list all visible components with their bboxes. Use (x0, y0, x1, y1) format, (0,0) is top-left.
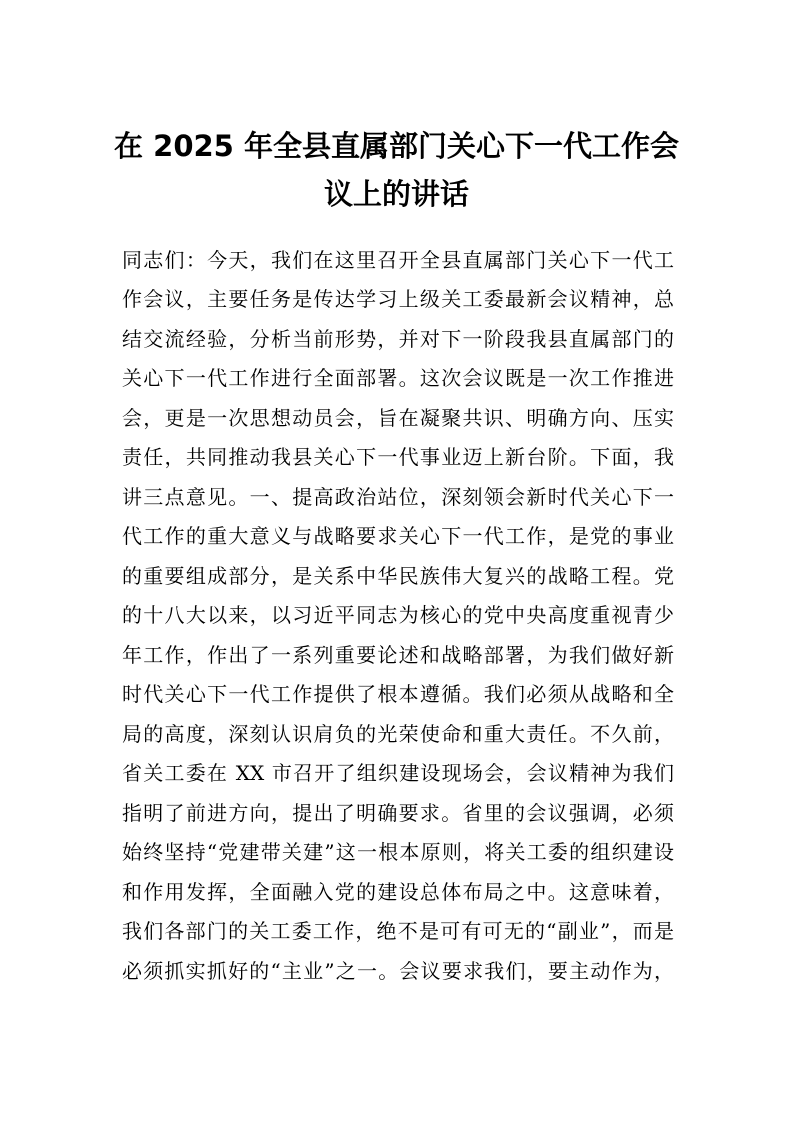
body-line-16: 始终坚持“党建带关建”这一根本原则，将关工委的组织建设 (122, 840, 674, 864)
body-line-2: 作会议，主要任务是传达学习上级关工委最新会议精神，总 (122, 287, 674, 311)
body-line-13: 局的高度，深刻认识肩负的光荣使命和重大责任。不久前， (122, 722, 674, 746)
body-line-5: 会，更是一次思想动员会，旨在凝聚共识、明确方向、压实 (122, 406, 674, 430)
body-line-17: 和作用发挥，全面融入党的建设总体布局之中。这意味着， (122, 880, 674, 904)
body-line-11: 年工作，作出了一系列重要论述和战略部署，为我们做好新 (122, 643, 674, 667)
document-title-line-1: 在 2025 年全县直属部门关心下一代工作会 (114, 129, 679, 163)
body-line-9: 的重要组成部分，是关系中华民族伟大复兴的战略工程。党 (122, 564, 674, 588)
body-line-18: 我们各部门的关工委工作，绝不是可有可无的“副业”，而是 (122, 919, 674, 943)
body-line-15: 指明了前进方向，提出了明确要求。省里的会议强调，必须 (122, 801, 674, 825)
body-line-7: 讲三点意见。一、提高政治站位，深刻领会新时代关心下一 (122, 485, 674, 509)
body-line-12: 时代关心下一代工作提供了根本遵循。我们必须从战略和全 (122, 682, 674, 706)
document-title-line-2: 议上的讲话 (323, 177, 469, 211)
body-line-19: 必须抓实抓好的“主业”之一。会议要求我们，要主动作为， (122, 959, 674, 983)
body-line-10: 的十八大以来，以习近平同志为核心的党中央高度重视青少 (122, 603, 674, 627)
body-line-1: 同志们：今天，我们在这里召开全县直属部门关心下一代工 (122, 248, 674, 272)
body-line-14: 省关工委在 XX 市召开了组织建设现场会，会议精神为我们 (122, 761, 674, 785)
body-line-8: 代工作的重大意义与战略要求关心下一代工作，是党的事业 (122, 524, 674, 548)
body-line-3: 结交流经验，分析当前形势，并对下一阶段我县直属部门的 (122, 327, 674, 351)
body-line-6: 责任，共同推动我县关心下一代事业迈上新台阶。下面，我 (122, 445, 674, 469)
body-line-4: 关心下一代工作进行全面部署。这次会议既是一次工作推进 (122, 366, 674, 390)
